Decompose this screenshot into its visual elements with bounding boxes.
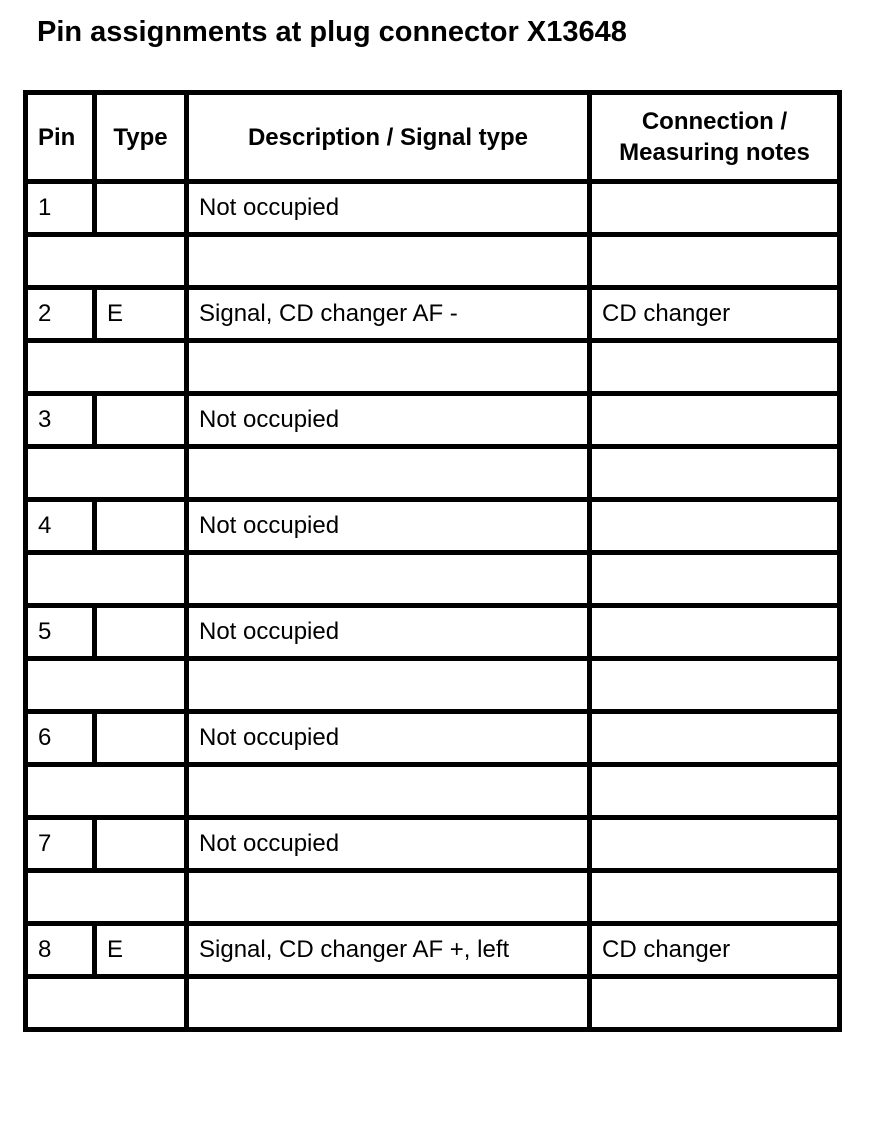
header-description: Description / Signal type (187, 93, 590, 182)
spacer-cell (26, 765, 187, 818)
cell-pin: 1 (26, 182, 95, 235)
spacer-cell (187, 871, 590, 924)
cell-type: E (95, 288, 187, 341)
spacer-cell (187, 235, 590, 288)
table-header-row (26, 93, 840, 182)
spacer-cell (590, 659, 840, 712)
cell-type (95, 394, 187, 447)
table-row (26, 712, 840, 765)
table-row (26, 500, 840, 553)
cell-pin: 3 (26, 394, 95, 447)
spacer-cell (26, 977, 187, 1030)
spacer-cell (187, 659, 590, 712)
cell-description: Not occupied (187, 606, 590, 659)
cell-description: Not occupied (187, 712, 590, 765)
cell-description: Not occupied (187, 500, 590, 553)
spacer-cell (590, 235, 840, 288)
table-body (26, 182, 840, 1030)
cell-description: Signal, CD changer AF +, left (187, 924, 590, 977)
spacer-cell (26, 659, 187, 712)
cell-pin: 4 (26, 500, 95, 553)
spacer-cell (26, 235, 187, 288)
spacer-row (26, 341, 840, 394)
spacer-row (26, 553, 840, 606)
cell-pin: 7 (26, 818, 95, 871)
spacer-cell (26, 553, 187, 606)
table-row (26, 606, 840, 659)
cell-pin: 8 (26, 924, 95, 977)
cell-type (95, 712, 187, 765)
cell-type: E (95, 924, 187, 977)
page-title: Pin assignments at plug connector X13648 (37, 16, 627, 48)
cell-connection (590, 394, 840, 447)
cell-type (95, 606, 187, 659)
table-row (26, 288, 840, 341)
spacer-cell (187, 977, 590, 1030)
spacer-row (26, 235, 840, 288)
pin-assignment-table (23, 90, 842, 1032)
header-type: Type (95, 93, 187, 182)
cell-pin: 5 (26, 606, 95, 659)
spacer-row (26, 765, 840, 818)
spacer-cell (590, 765, 840, 818)
spacer-cell (590, 553, 840, 606)
spacer-cell (26, 447, 187, 500)
table-row (26, 924, 840, 977)
header-connection: Connection / Measuring notes (590, 93, 840, 182)
spacer-row (26, 659, 840, 712)
spacer-cell (26, 341, 187, 394)
table-row (26, 182, 840, 235)
cell-type (95, 182, 187, 235)
spacer-row (26, 447, 840, 500)
spacer-cell (26, 871, 187, 924)
cell-description: Not occupied (187, 394, 590, 447)
cell-connection (590, 818, 840, 871)
cell-pin: 6 (26, 712, 95, 765)
cell-description: Signal, CD changer AF - (187, 288, 590, 341)
spacer-cell (590, 871, 840, 924)
cell-connection (590, 712, 840, 765)
cell-connection (590, 182, 840, 235)
table-row (26, 818, 840, 871)
spacer-cell (187, 765, 590, 818)
spacer-cell (187, 341, 590, 394)
cell-connection: CD changer (590, 288, 840, 341)
cell-pin: 2 (26, 288, 95, 341)
spacer-cell (590, 447, 840, 500)
cell-type (95, 818, 187, 871)
table-row (26, 394, 840, 447)
cell-connection (590, 500, 840, 553)
cell-description: Not occupied (187, 182, 590, 235)
cell-type (95, 500, 187, 553)
spacer-cell (187, 553, 590, 606)
cell-connection: CD changer (590, 924, 840, 977)
spacer-cell (187, 447, 590, 500)
cell-connection (590, 606, 840, 659)
spacer-cell (590, 977, 840, 1030)
spacer-row (26, 871, 840, 924)
spacer-row (26, 977, 840, 1030)
cell-description: Not occupied (187, 818, 590, 871)
header-pin: Pin (26, 93, 95, 182)
spacer-cell (590, 341, 840, 394)
